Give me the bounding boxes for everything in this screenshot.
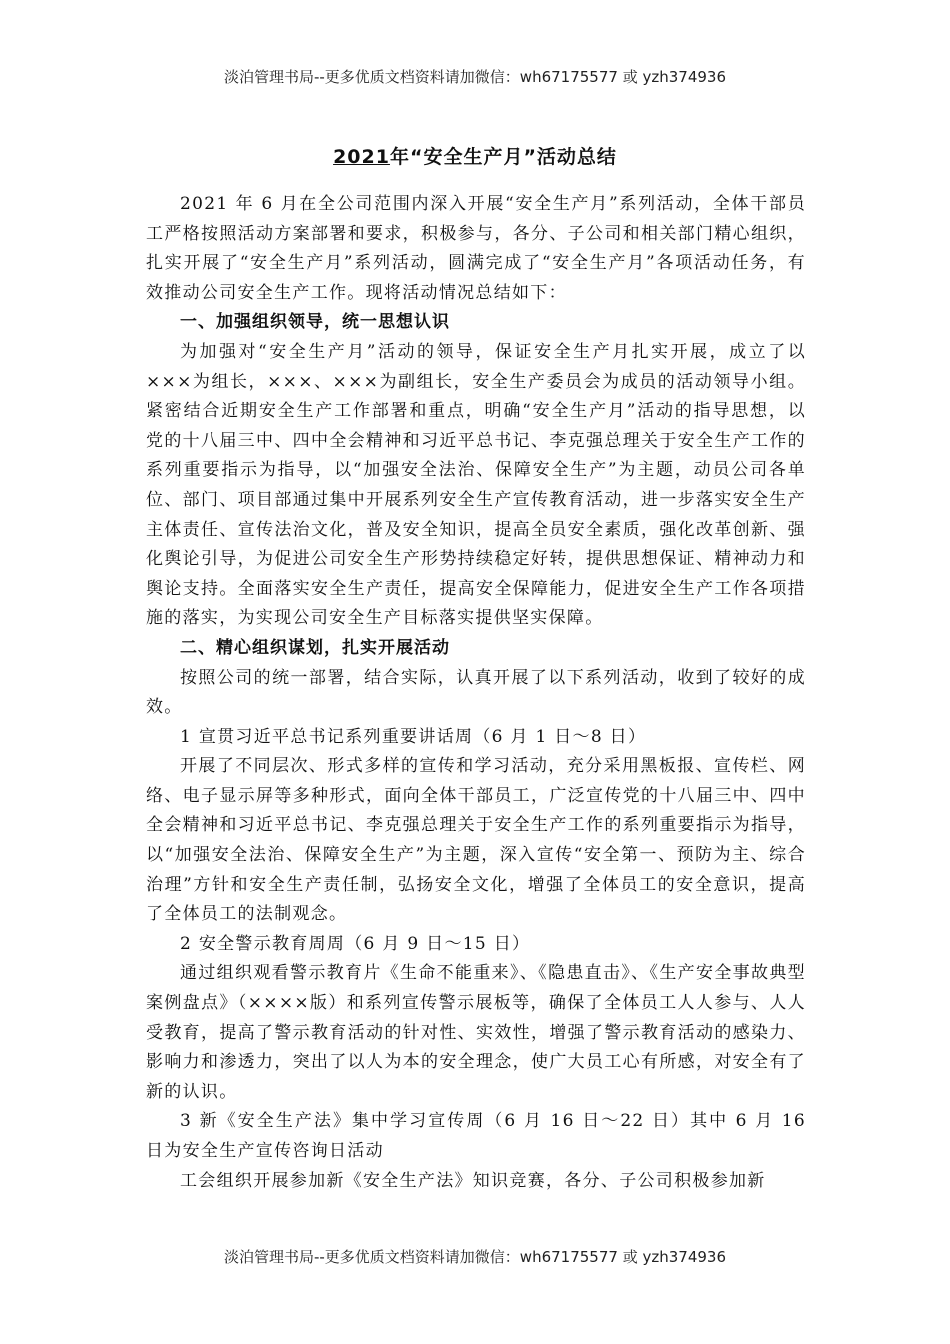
activity-2-paragraph: 通过组织观看警示教育片《生命不能重来》、《隐患直击》、《生产安全事故典型案例盘点》（××××版）和系列宣传警示展板等，确保了全体员工人人参与、人人受教育，提高了警示教育活动的针对性、实效性，增强了警示教育活动的感染力、影响力和渗透力，突出了以人为本的安全理念，使广大员工心有所感，对安全有了新的认识。 [146, 963, 806, 1102]
document-body [146, 190, 806, 1196]
activity-1-paragraph: 开展了不同层次、形式多样的宣传和学习活动，充分采用黑板报、宣传栏、网络、电子显示屏等多种形式，面向全体干部员工，广泛宣传党的十八届三中、四中全会精神和习近平总书记、李克强总理关于安全生产工作的系列重要指示为指导，以“加强安全法治、保障安全生产”为主题，深入宣传“安全第一、预防为主、综合治理”方针和安全生产责任制，弘扬安全文化，增强了全体员工的安全意识，提高了全体员工的法制观念。 [146, 756, 806, 925]
section-heading-2: 二、精心组织谋划，扎实开展活动 [180, 637, 450, 658]
activity-3-paragraph: 工会组织开展参加新《安全生产法》知识竞赛，各分、子公司积极参加新 [180, 1170, 766, 1191]
page-footer: 淡泊管理书局--更多优质文档资料请加微信：wh67175577 或 yzh374936 [223, 1248, 726, 1266]
page-header: 淡泊管理书局--更多优质文档资料请加微信：wh67175577 或 yzh374936 [223, 68, 726, 86]
section-heading-1: 一、加强组织领导，统一思想认识 [180, 312, 450, 333]
activity-2-heading: 2 安全警示教育周周（6 月 9 日～15 日） [180, 933, 531, 954]
title-year: 2021 [333, 146, 390, 168]
title-text: 年“安全生产月”活动总结 [389, 146, 617, 168]
activity-3-heading: 3 新《安全生产法》集中学习宣传周（6 月 16 日～22 日）其中 6 月 16 日为安全生产宣传咨询日活动 [146, 1111, 806, 1161]
activity-1-heading: 1 宣贯习近平总书记系列重要讲话周（6 月 1 日～8 日） [180, 726, 647, 747]
intro-paragraph: 2021 年 6 月在全公司范围内深入开展“安全生产月”系列活动，全体干部员工严格按照活动方案部署和要求，积极参与，各分、子公司和相关部门精心组织，扎实开展了“安全生产月”系列活动，圆满完成了“安全生产月”各项活动任务，有效推动公司安全生产工作。现将活动情况总结如下： [146, 194, 806, 303]
document-title [0, 142, 950, 169]
section-1-paragraph: 为加强对“安全生产月”活动的领导，保证安全生产月扎实开展，成立了以×××为组长，×××、×××为副组长，安全生产委员会为成员的活动领导小组。紧密结合近期安全生产工作部署和重点，明确“安全生产月”活动的指导思想，以党的十八届三中、四中全会精神和习近平总书记、李克强总理关于安全生产工作的系列重要指示为指导，以“加强安全法治、保障安全生产”为主题，动员公司各单位、部门、项目部通过集中开展系列安全生产宣传教育活动，进一步落实安全生产主体责任、宣传法治文化，普及安全知识，提高全员安全素质，强化改革创新、强化舆论引导，为促进公司安全生产形势持续稳定好转，提供思想保证、精神动力和舆论支持。全面落实安全生产责任，提高安全保障能力，促进安全生产工作各项措施的落实，为实现公司安全生产目标落实提供坚实保障。 [146, 341, 806, 629]
section-2-intro-paragraph: 按照公司的统一部署，结合实际，认真开展了以下系列活动，收到了较好的成效。 [146, 667, 806, 718]
